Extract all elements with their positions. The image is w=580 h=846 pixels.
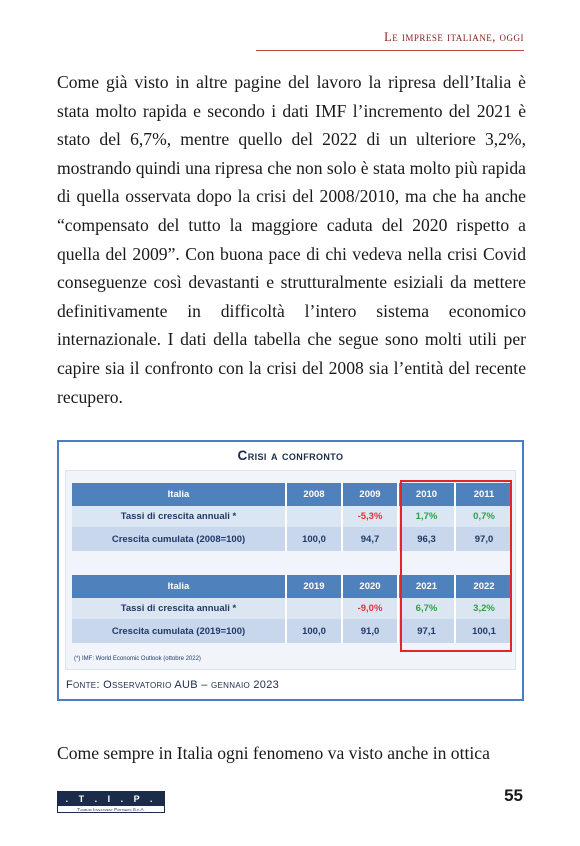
page-number: 55 [504, 786, 523, 805]
header-cell: 2008 [286, 483, 342, 506]
figure-table-panel [65, 470, 516, 670]
table-cell: 91,0 [342, 619, 398, 643]
logo-subtext: Tamburi Investment Partners S.p.A. [77, 807, 145, 812]
table-cell: 96,3 [398, 527, 455, 551]
comparison-figure [57, 440, 524, 701]
header-cell: Italia [72, 575, 286, 598]
body-paragraph-2: Come sempre in Italia ogni fenomeno va visto anche in ottica [57, 743, 490, 763]
header-cell: 2020 [342, 575, 398, 598]
table-cell: -5,3% [342, 506, 398, 527]
running-head: Le imprese italiane, oggi [384, 30, 524, 44]
table-cell: 97,1 [398, 619, 455, 643]
header-rule [256, 50, 524, 51]
row-label: Tassi di crescita annuali * [72, 598, 286, 619]
row-label: Tassi di crescita annuali * [72, 506, 286, 527]
table-cell: 100,0 [286, 619, 342, 643]
row-label: Crescita cumulata (2019=100) [72, 619, 286, 643]
table-cell: 100,0 [286, 527, 342, 551]
header-cell: 2022 [455, 575, 512, 598]
header-cell: Italia [72, 483, 286, 506]
body-paragraph-1: Come già visto in altre pagine del lavoro la ripresa dell’Italia è stata molto rapida e secondo i dati IMF l’incremento del 2021 è stato del 6,7%, mentre quello del 2022 di un ulteriore 3,2%, mostrando quindi una ripresa che non solo è stata molto più rapida di quella osservata dopo la crisi del 2008/2010, ma che ha anche “compensato del tutto la maggiore caduta del 2020 rispetto a quella del 2009”. Con buona pace di chi vedeva nella crisi Covid conseguenze così devastanti e strutturalmente esiziali da mettere definitivamente in difficoltà l’intero sistema economico internazionale. I dati della tabella che segue sono molti utili per capire sia il confronto con la crisi del 2008 sia l’entità del recente recupero. [57, 72, 526, 407]
figure-source: Fonte: Osservatorio AUB – gennaio 2023 [66, 679, 280, 691]
table-cell: 94,7 [342, 527, 398, 551]
table-cell: 100,1 [455, 619, 512, 643]
logo-text: . T . I . P . [58, 792, 164, 806]
table-cell: 97,0 [455, 527, 512, 551]
table-footnote: (*) IMF: World Economic Outlook (ottobre 2022) [74, 656, 201, 662]
table-cell [286, 598, 342, 619]
figure-title: Crisi a confronto [237, 448, 344, 463]
header-cell: 2019 [286, 575, 342, 598]
highlight-box [400, 480, 512, 652]
header-cell: 2011 [455, 483, 512, 506]
table-cell: 3,2% [455, 598, 512, 619]
table-cell: -9,0% [342, 598, 398, 619]
tip-logo [57, 791, 165, 813]
table-cell [286, 506, 342, 527]
row-label: Crescita cumulata (2008=100) [72, 527, 286, 551]
table-cell: 1,7% [398, 506, 455, 527]
table-cell: 6,7% [398, 598, 455, 619]
header-cell: 2010 [398, 483, 455, 506]
header-cell: 2009 [342, 483, 398, 506]
header-cell: 2021 [398, 575, 455, 598]
table-cell: 0,7% [455, 506, 512, 527]
